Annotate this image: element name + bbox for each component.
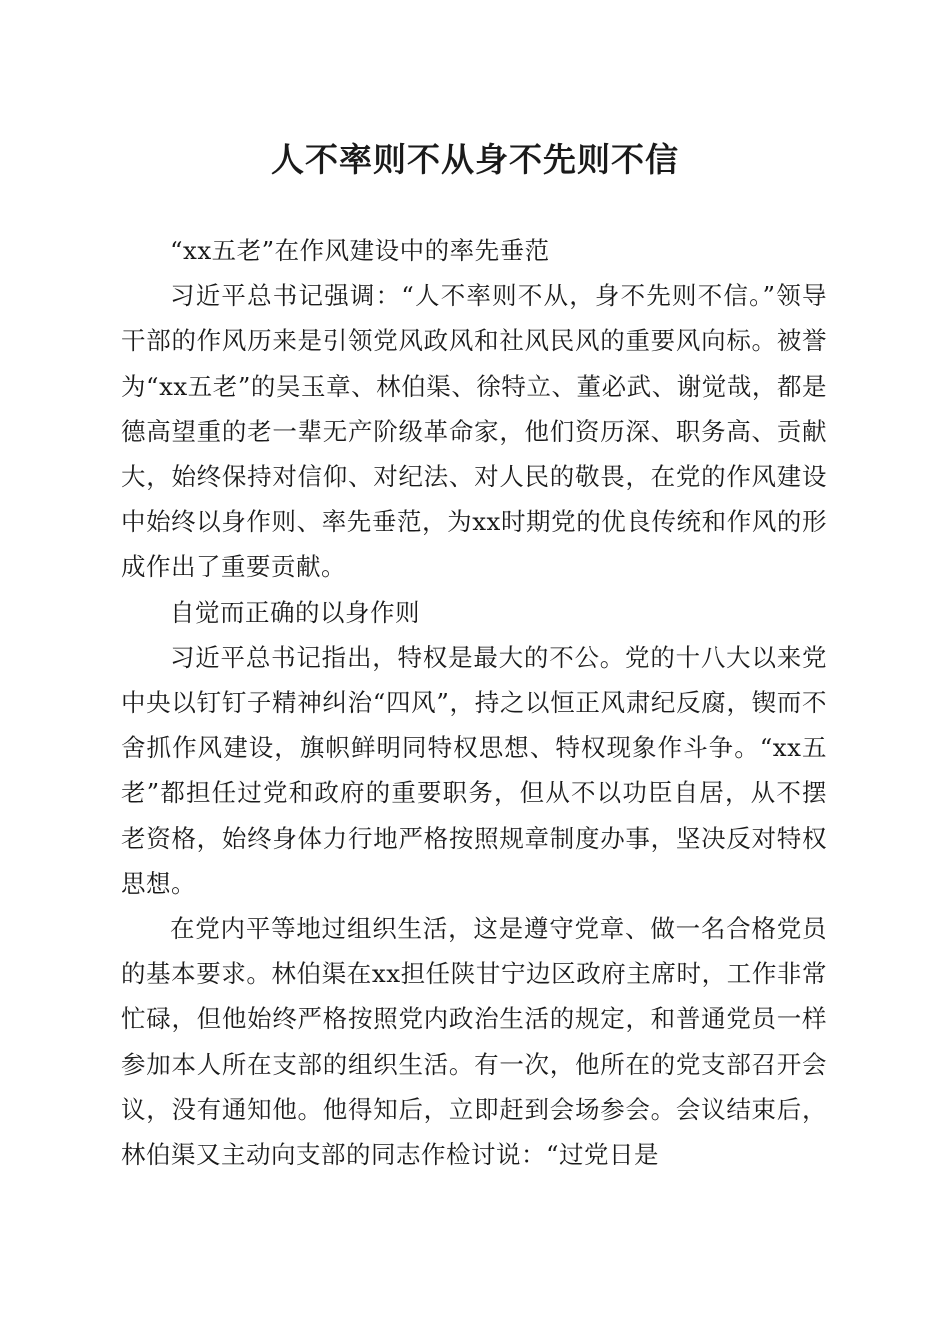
body-paragraph: 习近平总书记强调：“人不率则不从，身不先则不信。”领导干部的作风历来是引领党风政风和社风民风的重要风向标。被誉为“xx五老”的吴玉章、林伯渠、徐特立、董必武、谢觉哉，都是德高望重的老一辈无产阶级革命家，他们资历深、职务高、贡献大，始终保持对信仰、对纪法、对人民的敬畏，在党的作风建设中始终以身作则、率先垂范，为xx时期党的优良传统和作风的形成作出了重要贡献。 [121,281,827,582]
body-paragraph: 在党内平等地过组织生活，这是遵守党章、做一名合格党员的基本要求。林伯渠在xx担任陕甘宁边区政府主席时，工作非常忙碌，但他始终严格按照党内政治生活的规定，和普通党员一样参加本人所在支部的组织生活。有一次，他所在的党支部召开会议，没有通知他。他得知后，立即赶到会场参会。会议结束后，林伯渠又主动向支部的同志作检讨说：“过党日是 [121,914,827,1170]
body-paragraph: 习近平总书记指出，特权是最大的不公。党的十八大以来党中央以钉钉子精神纠治“四风”，持之以恒正风肃纪反腐，锲而不舍抓作风建设，旗帜鲜明同特权思想、特权现象作斗争。“xx五老”都担任过党和政府的重要职务，但从不以功臣自居，从不摆老资格，始终身体力行地严格按照规章制度办事，坚决反对特权思想。 [121,642,827,898]
document-body [121,228,827,1177]
section-heading: “xx五老”在作风建设中的率先垂范 [170,236,550,265]
document-title: 人不率则不从身不先则不信 [271,140,679,179]
section-heading: 自觉而正确的以身作则 [170,597,420,627]
